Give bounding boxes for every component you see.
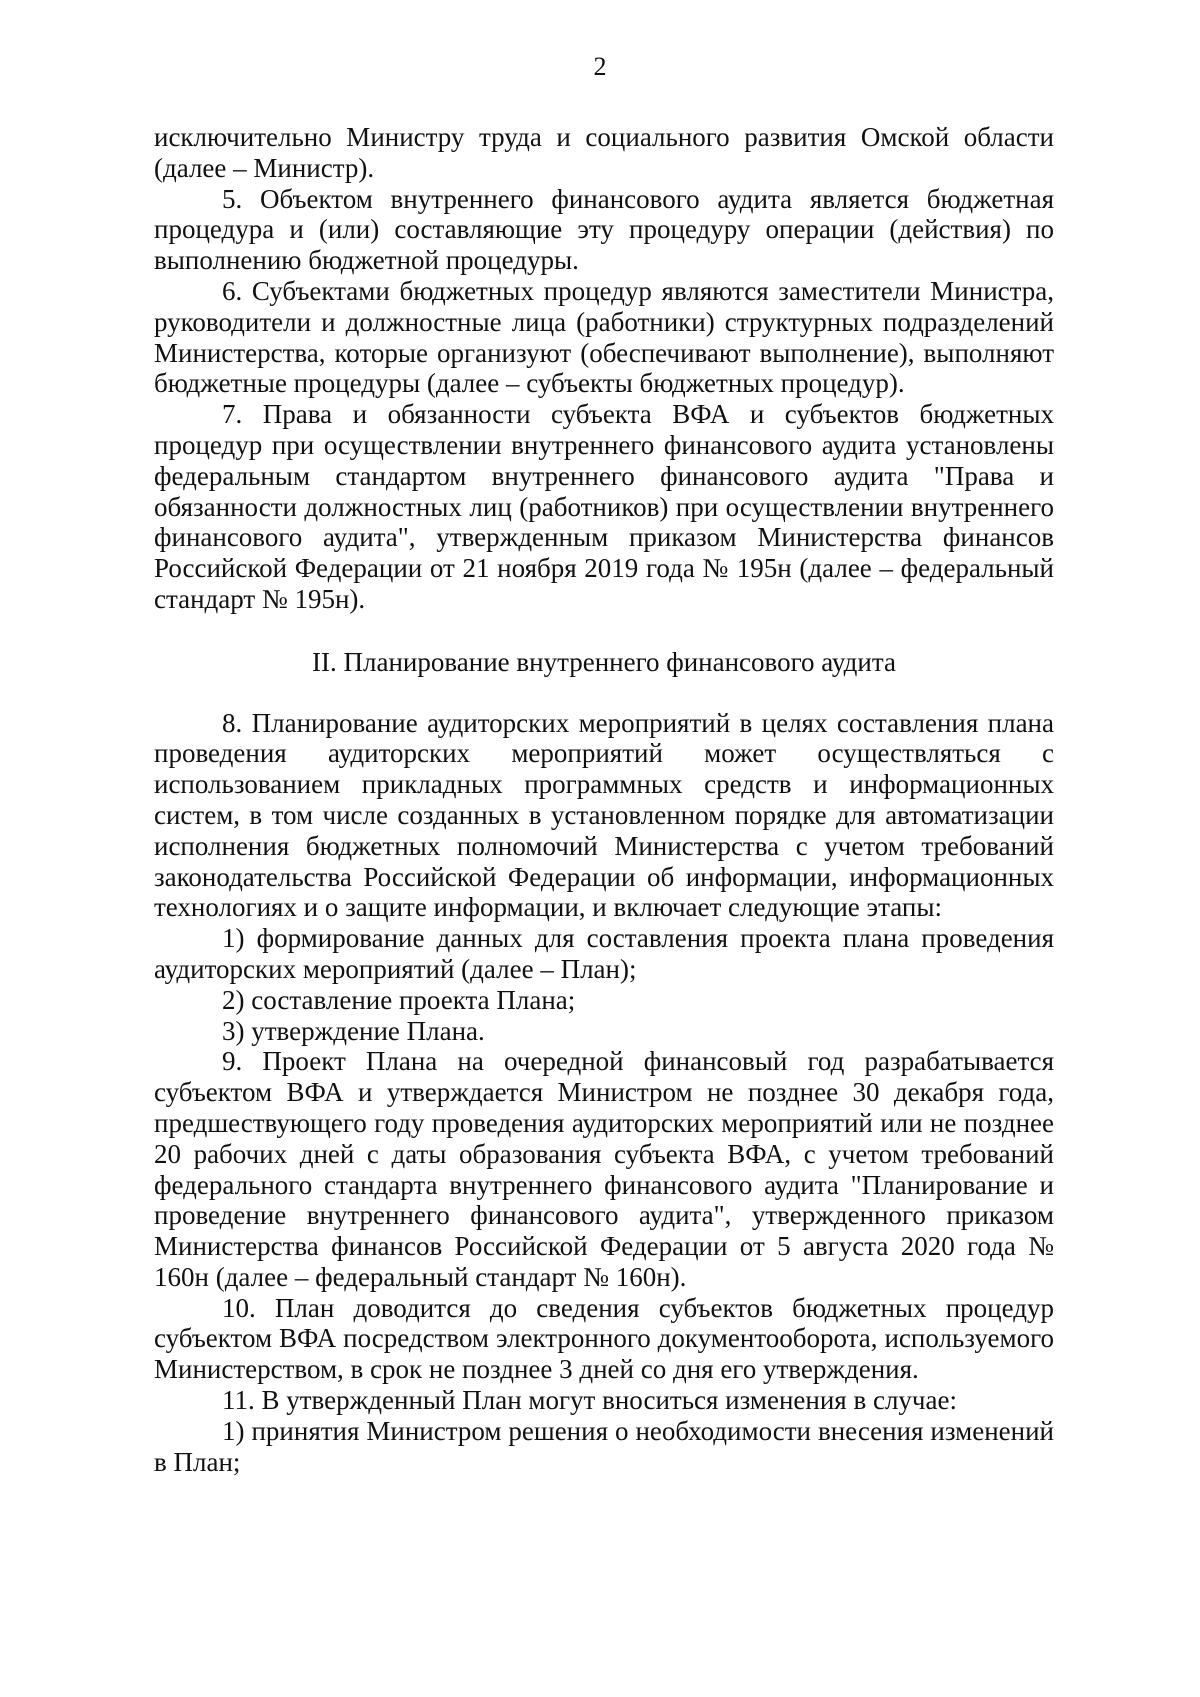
list-item-8-2: 2) составление проекта Плана; bbox=[222, 984, 576, 1015]
list-item-8-1: 1) формирование данных для составления проекта плана проведения аудиторских мероприятий (далее – План); bbox=[154, 923, 1054, 984]
paragraph-6: 6. Субъектами бюджетных процедур являются заместители Министра, руководители и должностные лица (работники) структурных подразделений Министерства, которые организуют (обеспечивают выполнение), выполняют бюджетные процедуры (далее – субъекты бюджетных процедур). bbox=[154, 275, 1054, 399]
paragraph-8: 8. Планирование аудиторских мероприятий в целях составления плана проведения аудиторских мероприятий может осуществляться с использованием прикладных программных средств и информационных систем, в том числе созданных в установленном порядке для автоматизации исполнения бюджетных полномочий Министерства с учетом требований законодательства Российской Федерации об информации, информационных технологиях и о защите информации, и включает следующие этапы: bbox=[154, 707, 1054, 923]
list-item-11-1: 1) принятия Министром решения о необходимости внесения изменений в План; bbox=[154, 1415, 1054, 1477]
paragraph-continuation: исключительно Министру труда и социального развития Омской области (далее – Министр). bbox=[154, 122, 1054, 183]
paragraph-9: 9. Проект Плана на очередной финансовый год разрабатывается субъектом ВФА и утверждается Министром не позднее 30 декабря года, предшествующего году проведения аудиторских мероприятий или не позднее 20 рабочих дней с даты образования субъекта ВФА, с учетом требований федерального стандарта внутреннего финансового аудита "Планирование и проведение внутреннего финансового аудита", утвержденного приказом Министерства финансов Российской Федерации от 5 августа 2020 года № 160н (далее – федеральный стандарт № 160н). bbox=[154, 1046, 1054, 1292]
paragraph-10: 10. План доводится до сведения субъектов бюджетных процедур субъектом ВФА посредством электронного документооборота, используемого Министерством, в срок не позднее 3 дней со дня его утверждения. bbox=[154, 1292, 1054, 1385]
paragraph-11: 11. В утвержденный План могут вноситься изменения в случае: bbox=[222, 1385, 957, 1416]
section-heading: II. Планирование внутреннего финансового аудита bbox=[312, 646, 896, 677]
paragraph-5: 5. Объектом внутреннего финансового аудита является бюджетная процедура и (или) составляющие эту процедуру операции (действия) по выполнению бюджетной процедуры. bbox=[154, 183, 1054, 276]
list-item-8-3: 3) утверждение Плана. bbox=[222, 1015, 485, 1046]
page-number: 2 bbox=[593, 52, 607, 81]
paragraph-7: 7. Права и обязанности субъекта ВФА и субъектов бюджетных процедур при осуществлении внутреннего финансового аудита установлены федеральным стандартом внутреннего финансового аудита "Права и обязанности должностных лиц (работников) при осуществлении внутреннего финансового аудита", утвержденным приказом Министерства финансов Российской Федерации от 21 ноября 2019 года № 195н (далее – федеральный стандарт № 195н). bbox=[154, 399, 1054, 614]
document-body bbox=[154, 122, 1054, 1477]
